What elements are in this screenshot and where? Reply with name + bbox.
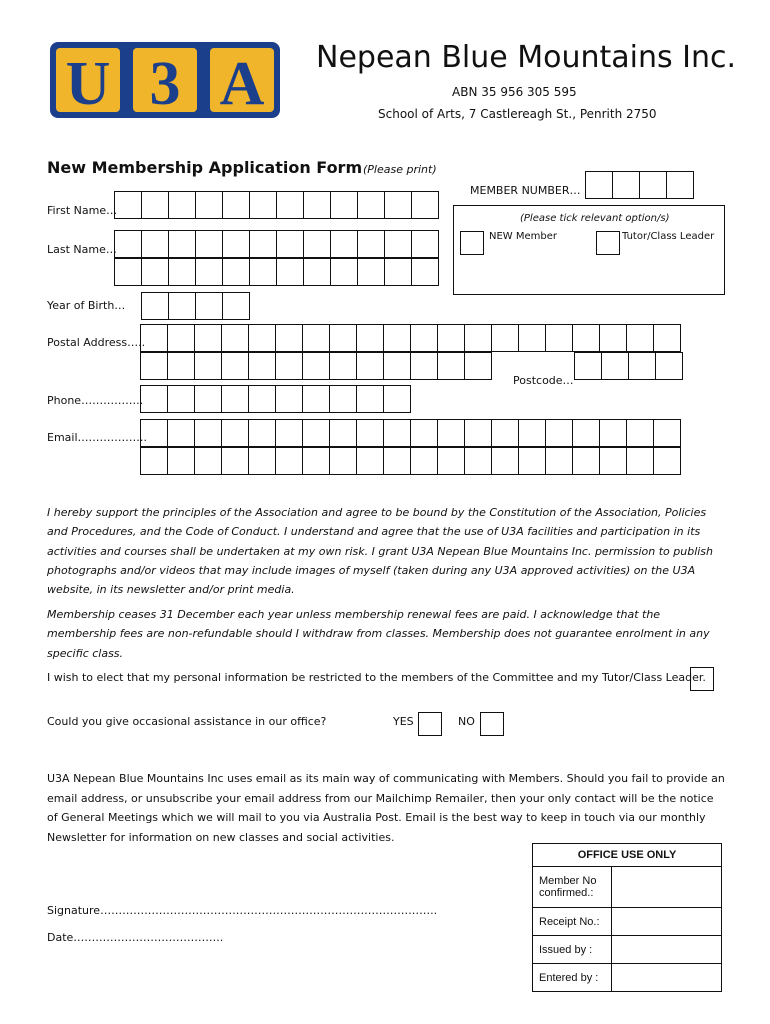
member-number-box <box>639 171 667 199</box>
member-number-label: MEMBER NUMBER… <box>470 184 581 197</box>
member-number-boxes <box>585 171 693 199</box>
last-name-input[interactable] <box>114 230 438 258</box>
svg-text:3: 3 <box>149 50 181 118</box>
assistance-yes-label: YES <box>393 715 414 728</box>
member-number-box <box>666 171 694 199</box>
office-row-label: Receipt No.: <box>533 908 612 936</box>
form-title: New Membership Application Form <box>47 158 363 177</box>
office-row-value <box>612 964 722 992</box>
privacy-checkbox[interactable] <box>690 667 714 691</box>
email-label: Email………………. <box>47 431 148 444</box>
declaration-paragraph: I hereby support the principles of the Association and agree to be bound by the Constitution of the Association, Policies and Procedures, and the Code of Conduct. I understand and agree that the use of U3A facilities and participation in its activities and courses shall be undertaken at my own risk. I grant U3A Nepean Blue Mountains Inc. permission to publish photographs and/or videos that may include images of myself (taken during any U3A approved activities) on the U3A website, in its newsletter and/or print media. <box>47 506 714 597</box>
first-name-input[interactable] <box>114 191 438 219</box>
year-of-birth-label: Year of Birth… <box>47 299 126 312</box>
email-input-line2[interactable] <box>140 447 680 475</box>
first-name-label: First Name… <box>47 204 118 217</box>
member-number-box <box>612 171 640 199</box>
u3a-logo <box>50 42 280 118</box>
email-input[interactable] <box>140 419 680 447</box>
svg-text:U: U <box>65 50 111 118</box>
date-field[interactable]: Date………………………………….. <box>47 931 224 944</box>
assistance-question: Could you give occasional assistance in our office? <box>47 715 327 728</box>
office-row-value <box>612 908 722 936</box>
new-member-checkbox[interactable] <box>460 231 484 255</box>
office-use-title: OFFICE USE ONLY <box>533 844 722 867</box>
office-use-table <box>532 843 722 992</box>
options-hint: (Please tick relevant option/s) <box>520 213 670 224</box>
member-number-box <box>585 171 613 199</box>
tutor-label: Tutor/Class Leader <box>622 231 715 242</box>
membership-terms-paragraph: Membership ceases 31 December each year unless membership renewal fees are paid. I acknowledge that the membership fees are non-refundable should I withdraw from classes. Membership does not guarantee enrolment in any specific class. <box>47 608 710 660</box>
email-notice: U3A Nepean Blue Mountains Inc uses email as its main way of communicating with Members. Should you fail to provide an email address, or unsubscribe your email address from our Mailchimp Remailer, then your only contact will be the notice of General Meetings which we will mail to you via Australia Post. Email is the best way to keep in touch via our monthly Newsletter for information on new classes and social activities. <box>47 772 725 844</box>
new-member-label: NEW Member <box>489 231 557 242</box>
please-print-note: (Please print) <box>363 163 437 176</box>
last-name-input-line2[interactable] <box>114 258 438 286</box>
postcode-input[interactable] <box>574 352 682 380</box>
office-row-label: Issued by : <box>533 936 612 964</box>
svg-text:A: A <box>219 50 265 118</box>
postal-address-input[interactable] <box>140 324 680 352</box>
office-row-value <box>612 867 722 908</box>
assistance-yes-checkbox[interactable] <box>418 712 442 736</box>
signature-field[interactable]: Signature……………………………………………………………………………….. <box>47 904 438 917</box>
assistance-no-label: NO <box>458 715 475 728</box>
year-of-birth-input[interactable] <box>141 292 249 320</box>
org-name: Nepean Blue Mountains Inc. <box>316 40 737 75</box>
abn: ABN 35 956 305 595 <box>452 85 577 99</box>
assistance-no-checkbox[interactable] <box>480 712 504 736</box>
org-address: School of Arts, 7 Castlereagh St., Penrith 2750 <box>378 107 657 121</box>
postal-address-input-line2[interactable] <box>140 352 491 380</box>
tutor-checkbox[interactable] <box>596 231 620 255</box>
office-row-label: Entered by : <box>533 964 612 992</box>
last-name-label: Last Name… <box>47 243 117 256</box>
postal-address-label: Postal Address….. <box>47 336 146 349</box>
postcode-label: Postcode… <box>513 374 574 387</box>
privacy-statement: I wish to elect that my personal information be restricted to the members of the Committee and my Tutor/Class Leader. <box>47 671 706 684</box>
phone-input[interactable] <box>140 385 410 413</box>
office-row-label: Member No confirmed.: <box>533 867 612 908</box>
phone-label: Phone…………….. <box>47 394 144 407</box>
office-row-value <box>612 936 722 964</box>
